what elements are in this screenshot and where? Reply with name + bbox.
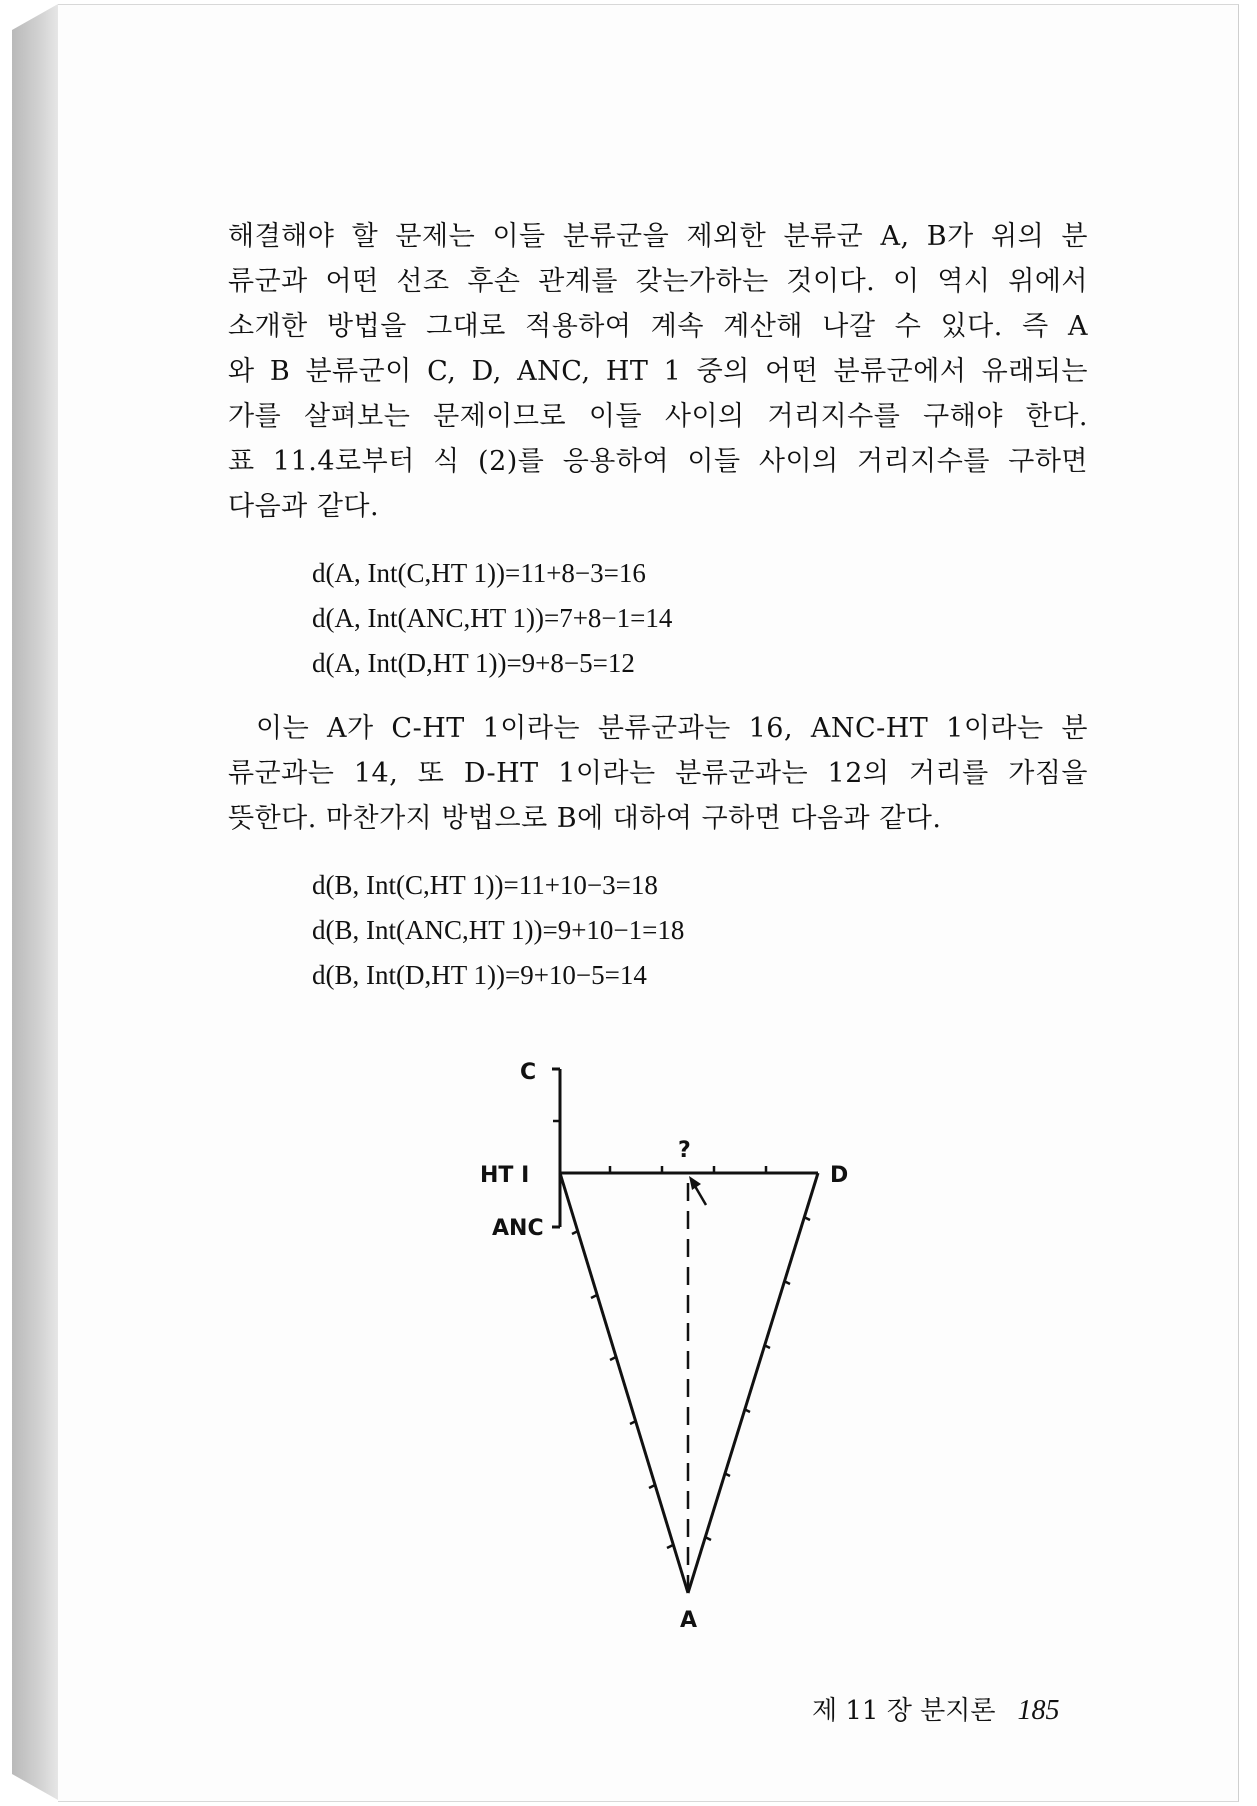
label-c: C [520, 1060, 537, 1085]
label-ht1: HT I [480, 1163, 530, 1188]
tree-diagram [470, 1045, 870, 1635]
text-line: 표 11.4로부터 식 (2)를 응용하여 이들 사이의 거리지수를 구하면 [228, 446, 1088, 477]
label-d: D [830, 1163, 849, 1188]
text-line: 다음과 같다. [228, 491, 380, 522]
tree-diagram-svg [470, 1045, 870, 1635]
equation: d(A, Int(D,HT 1))=9+8−5=12 [312, 648, 635, 678]
equation: d(B, Int(D,HT 1))=9+10−5=14 [312, 960, 647, 990]
text-line: 가를 살펴보는 문제이므로 이들 사이의 거리지수를 구해야 한다. [228, 401, 1088, 432]
equation-block-b [312, 863, 1088, 998]
book-spine [12, 4, 58, 1800]
chapter-title: 제 11 장 분지론 [812, 1696, 996, 1726]
text-line: 뜻한다. 마찬가지 방법으로 B에 대하여 구하면 다음과 같다. [228, 803, 942, 834]
paragraph-2 [228, 706, 1088, 841]
d-a-line [688, 1173, 818, 1593]
text-line: 소개한 방법을 그대로 적용하여 계속 계산해 나갈 수 있다. 즉 A [228, 311, 1088, 342]
ht1-a-line [560, 1173, 688, 1593]
equation: d(B, Int(ANC,HT 1))=9+10−1=18 [312, 915, 685, 945]
equation-block-a [312, 551, 1088, 686]
label-anc: ANC [492, 1216, 544, 1241]
paragraph-1 [228, 214, 1088, 529]
page-content [228, 214, 1088, 998]
text-line: 해결해야 할 문제는 이들 분류군을 제외한 분류군 A, B가 위의 분 [228, 221, 1088, 252]
label-a: A [680, 1608, 698, 1633]
page-footer [812, 1690, 1059, 1727]
text-line: 이는 A가 C-HT 1이라는 분류군과는 16, ANC-HT 1이라는 분 [256, 713, 1088, 744]
label-question: ? [678, 1138, 691, 1163]
text-line: 류군과 어떤 선조 후손 관계를 갖는가하는 것이다. 이 역시 위에서 [228, 266, 1088, 297]
equation: d(B, Int(C,HT 1))=11+10−3=18 [312, 870, 658, 900]
page-number: 185 [1017, 1695, 1060, 1726]
equation: d(A, Int(C,HT 1))=11+8−3=16 [312, 558, 646, 588]
text-line: 류군과는 14, 또 D-HT 1이라는 분류군과는 12의 거리를 가짐을 [228, 758, 1088, 789]
text-line: 와 B 분류군이 C, D, ANC, HT 1 중의 어떤 분류군에서 유래되는 [228, 356, 1088, 387]
equation: d(A, Int(ANC,HT 1))=7+8−1=14 [312, 603, 673, 633]
